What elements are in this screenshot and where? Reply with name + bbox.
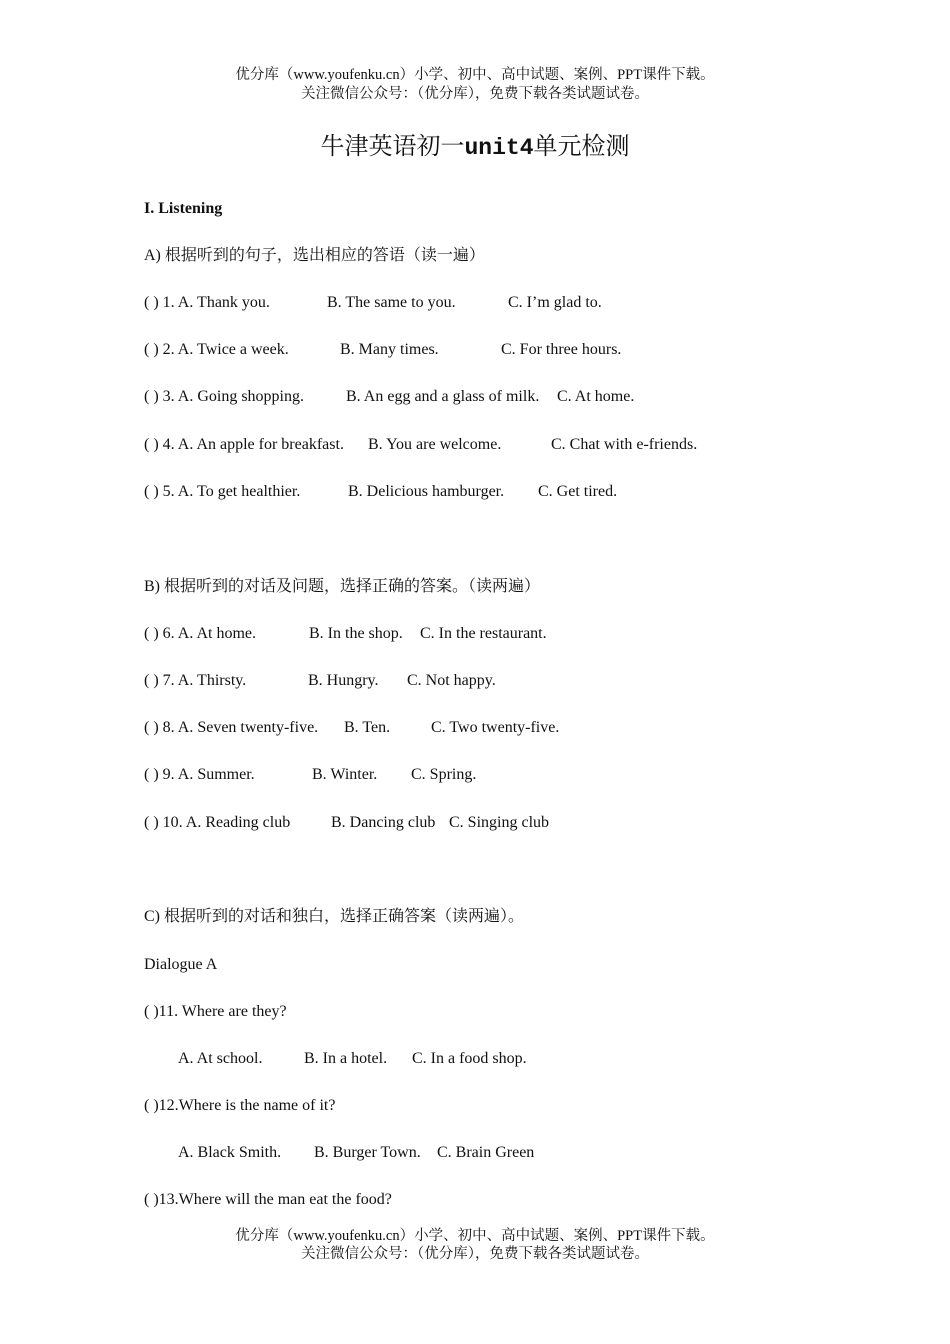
question-option-a: ( ) 9. A. Summer. xyxy=(144,766,255,783)
question-row xyxy=(0,293,950,313)
question-option-a: ( ) 7. A. Thirsty. xyxy=(144,672,247,689)
question-option-c: C. Brain Green xyxy=(437,1144,535,1161)
question-option-c: C. Spring. xyxy=(411,766,477,783)
question-stem: ( )13.Where will the man eat the food? xyxy=(144,1191,392,1208)
question-option-b: B. Delicious hamburger. xyxy=(348,483,505,500)
question-option-c: C. Not happy. xyxy=(407,672,496,689)
question-stem: ( )11. Where are they? xyxy=(144,1003,287,1020)
question-option-a: ( ) 10. A. Reading club xyxy=(144,814,291,831)
footer-line-2: 关注微信公众号：（优分库），免费下载各类试题试卷。 xyxy=(301,1246,649,1262)
question-option-b: B. The same to you. xyxy=(327,294,456,311)
question-option-a: ( ) 4. A. An apple for breakfast. xyxy=(144,436,344,453)
part-b-instruction: B) 根据听到的对话及问题，选择正确的答案。（读两遍） xyxy=(144,578,541,595)
question-option-c: C. Chat with e-friends. xyxy=(551,436,698,453)
title-latin: unit4 xyxy=(464,135,534,161)
question-option-b: B. Many times. xyxy=(340,341,439,358)
question-option-b: B. Ten. xyxy=(344,719,391,736)
question-row xyxy=(0,482,950,502)
question-stem: ( )12.Where is the name of it? xyxy=(144,1097,336,1114)
question-option-c: C. In a food shop. xyxy=(412,1050,527,1067)
question-option-b: B. You are welcome. xyxy=(368,436,502,453)
section-heading: I. Listening xyxy=(144,200,223,217)
question-row xyxy=(0,387,950,407)
question-option-a: ( ) 1. A. Thank you. xyxy=(144,294,270,311)
question-option-c: C. Singing club xyxy=(449,814,550,831)
question-option-c: C. Two twenty-five. xyxy=(431,719,560,736)
dialogue-label: Dialogue A xyxy=(144,956,218,973)
question-row xyxy=(0,340,950,360)
question-option-a: A. Black Smith. xyxy=(178,1144,282,1161)
question-option-b: B. Dancing club xyxy=(331,814,436,831)
header-line-1: 优分库（www.youfenku.cn）小学、初中、高中试题、案例、PPT课件下载。 xyxy=(235,67,715,83)
question-option-b: B. An egg and a glass of milk. xyxy=(346,388,540,405)
part-a-instruction: A) 根据听到的句子，选出相应的答语（读一遍） xyxy=(144,247,485,264)
question-option-b: B. Burger Town. xyxy=(314,1144,421,1161)
question-row xyxy=(0,624,950,644)
header-line-2: 关注微信公众号：（优分库），免费下载各类试题试卷。 xyxy=(301,86,649,102)
question-option-b: B. In the shop. xyxy=(309,625,403,642)
question-option-c: C. At home. xyxy=(557,388,635,405)
question-option-a: ( ) 3. A. Going shopping. xyxy=(144,388,304,405)
question-option-a: ( ) 2. A. Twice a week. xyxy=(144,341,289,358)
question-option-c: C. In the restaurant. xyxy=(420,625,547,642)
title-suffix: 单元检测 xyxy=(533,134,630,160)
question-row xyxy=(0,435,950,455)
question-option-a: ( ) 6. A. At home. xyxy=(144,625,256,642)
question-option-c: C. Get tired. xyxy=(538,483,618,500)
question-row xyxy=(0,671,950,691)
question-row xyxy=(0,1143,950,1163)
question-row xyxy=(0,813,950,833)
question-option-b: B. Hungry. xyxy=(308,672,379,689)
question-row xyxy=(0,765,950,785)
question-option-a: ( ) 8. A. Seven twenty-five. xyxy=(144,719,319,736)
question-row xyxy=(0,718,950,738)
title-prefix: 牛津英语初一 xyxy=(320,134,465,160)
question-option-a: ( ) 5. A. To get healthier. xyxy=(144,483,301,500)
question-option-c: C. I’m glad to. xyxy=(508,294,602,311)
question-option-b: B. In a hotel. xyxy=(304,1050,388,1067)
page-title xyxy=(0,131,950,164)
question-option-c: C. For three hours. xyxy=(501,341,622,358)
question-option-b: B. Winter. xyxy=(312,766,378,783)
question-option-a: A. At school. xyxy=(178,1050,263,1067)
footer-line-1: 优分库（www.youfenku.cn）小学、初中、高中试题、案例、PPT课件下载。 xyxy=(235,1228,715,1244)
part-c-instruction: C) 根据听到的对话和独白，选择正确答案（读两遍）。 xyxy=(144,908,525,925)
question-row xyxy=(0,1049,950,1069)
